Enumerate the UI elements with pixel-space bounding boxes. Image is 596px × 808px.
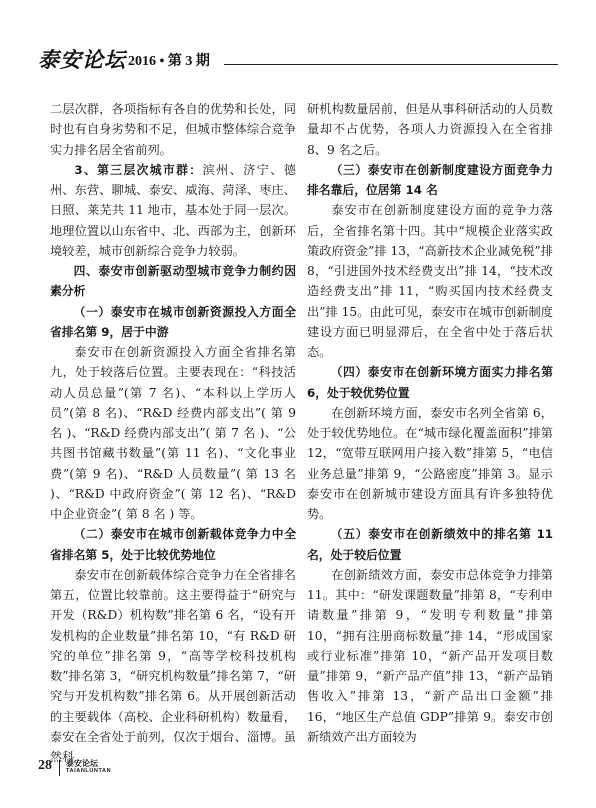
page-footer — [38, 758, 558, 782]
journal-logo: 泰安论坛 — [38, 47, 126, 72]
paragraph-institution-building: 泰安市在创新制度建设方面的竞争力落后，全省排名第十四。其中“规模企业落实政策政府资金”排 13，“高新技术企业减免税”排 8，“引进国外技术经费支出”排 14，“技术改造经费支出”排 11，“购买国内技术经费支出”排 15。由此可见，泰安市在城市创新制度建设方面已明显滞后，在全省中处于落后状态。 — [307, 203, 553, 359]
subheading-innovation-carrier: （二）泰安市在城市创新载体竞争力中全省排名第 5，处于比较优势地位 — [50, 527, 296, 562]
footer-divider — [59, 760, 60, 776]
header-rule — [224, 64, 558, 65]
footer-journal-pinyin: TAIANLUNTAN — [66, 768, 112, 774]
third-tier-text: 滨州、济宁、德州、东营、聊城、泰安、威海、菏泽、枣庄、日照、莱芜共 11 地市，基本处于同一层次。地理位置以山东省中、北、西部为主，创新环境较差，城市创新综合竞争力较弱。 — [50, 162, 296, 258]
page-header — [38, 44, 558, 74]
paragraph-resource-input: 泰安市在创新资源投入方面全省排名第九，处于较落后位置。主要表现在：“科技活动人员总量”(第 7 名)、“本科以上学历人员”(第 8 名)、“R&D 经费内部支出”( 第 9 名 )、“R&D 经费内部支出”( 第 7 名 )、“公共图书馆藏书数量”(第 11 名)、“文化事业费”(第 9 名)、“R&D 人员数量”( 第 13 名 )、“R&D 中政府资金”( 第 12 名)、“R&D 中企业资金”( 第 8 名 ) 等。 — [50, 345, 296, 521]
third-tier-label: 3、第三层次城市群： — [74, 162, 203, 177]
subheading-innovation-performance: （五）泰安市在创新绩效中的排名第 11 名，处于较后位置 — [307, 527, 553, 562]
page-number: 28 — [38, 758, 52, 773]
paragraph-innovation-environment: 在创新环境方面，泰安市名列全省第 6，处于较优势地位。在“城市绿化覆盖面积”排第 12，“宽带互联网用户接入数”排第 5，“电信业务总量”排第 9，“公路密度”排第 3。显示泰安市在创新城市建设方面具有许多独特优势。 — [307, 405, 553, 521]
footer-journal-name: 泰安论坛 — [66, 759, 98, 768]
left-column — [50, 99, 296, 767]
subheading-innovation-environment: （四）泰安市在创新环境方面实力排名第 6，处于较优势位置 — [307, 365, 553, 400]
paragraph-innovation-carrier: 泰安市在创新载体综合竞争力在全省排名第五，位置比较靠前。这主要得益于“研究与开发（R&D）机构数”排名第 6 名，“设有开发机构的企业数量”排名第 10，“有 R&D 研究的单位”排名第 9，“高等学校科技机构数”排名第 3，“研究机构数量”排名第 7，“研究与开发机构数”排名第 6。从开展创新活动的主要载体（高校、企业科研机构）数量看，泰安在全省处于前列，仅次于烟台、淄博。虽然科 — [50, 567, 296, 764]
issue-label: 2016 • 第 3 期 — [128, 54, 210, 69]
right-column — [307, 99, 553, 747]
paragraph-innovation-performance: 在创新绩效方面，泰安市总体竞争力排第 11。其中：“研发课题数量”排第 8，“专利申请数量”排第 9，“发明专利数量”排第 10，“拥有注册商标数量”排 14，“形成国家或行业标准”排第 10，“新产品开发项目数量”排第 9，“新产品产值”排 13，“新产品销售收入”排第 13，“新产品出口金额”排 16，“地区生产总值 GDP”排第 9。泰安市创新绩效产出方面较为 — [307, 567, 553, 744]
subheading-resource-input: （一）泰安市在城市创新资源投入方面全省排名第 9，居于中游 — [50, 304, 296, 339]
subheading-institution-building: （三）泰安市在创新制度建设方面竞争力排名靠后，位居第 14 名 — [307, 162, 553, 197]
paragraph-continued: 二层次群，各项指标有各自的优势和长处，同时也有自身劣势和不足，但城市整体综合竞争实力排名居全省前列。 — [50, 102, 296, 157]
paragraph-third-tier — [50, 160, 296, 261]
section-heading-4: 四、泰安市创新驱动型城市竞争力制约因素分析 — [50, 264, 296, 299]
paragraph-continued-right: 研机构数量居前，但是从事科研活动的人员数量却不占优势，各项人力资源投入在全省排 8、9 名之后。 — [307, 102, 553, 157]
